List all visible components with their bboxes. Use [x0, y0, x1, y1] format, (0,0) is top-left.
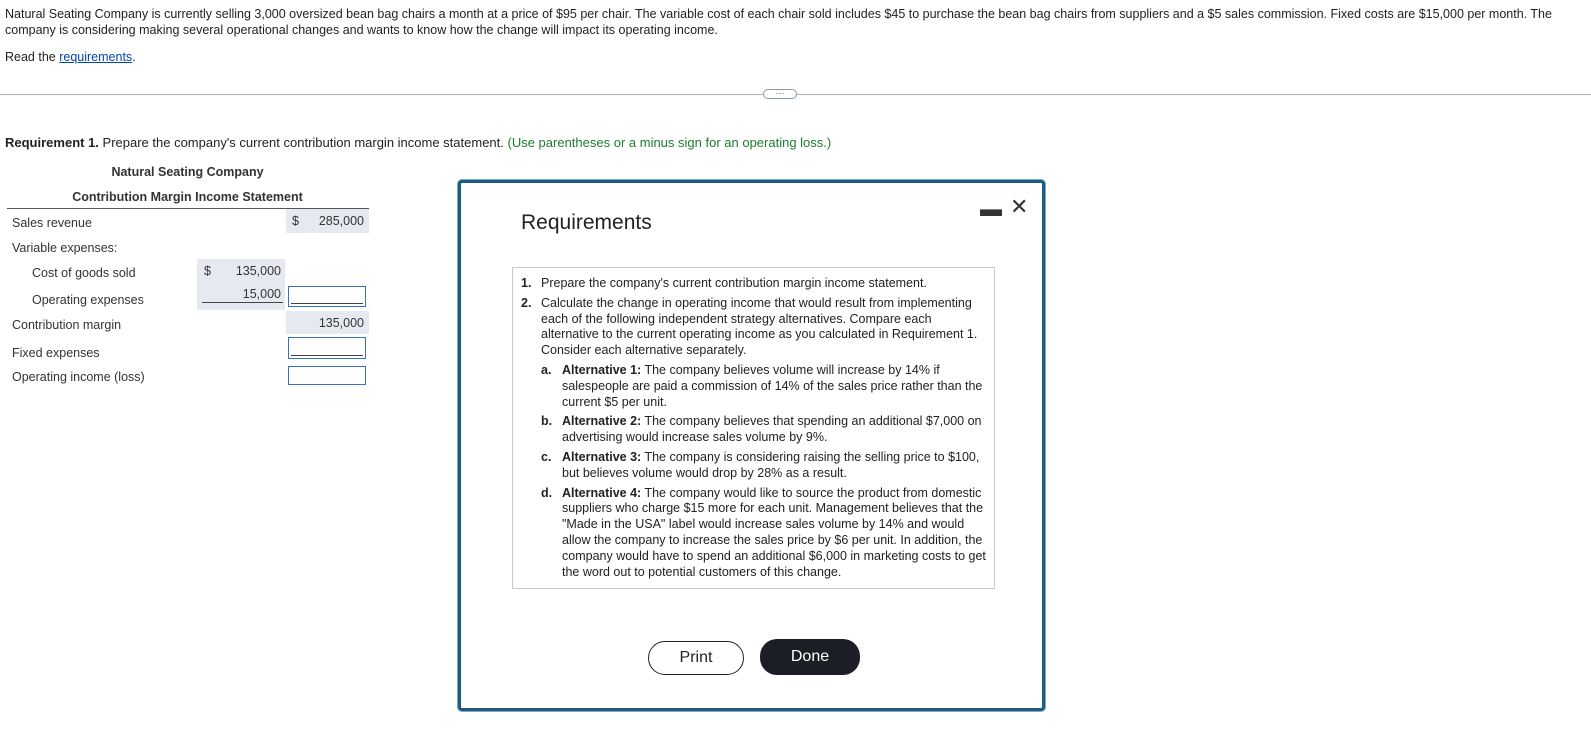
- close-icon[interactable]: ✕: [1010, 194, 1029, 219]
- statement-company-name: Natural Seating Company: [111, 165, 264, 179]
- alternative-item: [521, 486, 988, 581]
- operating-income-input[interactable]: [288, 366, 366, 385]
- alternative-marker: c.: [541, 449, 552, 464]
- expand-ellipsis-button[interactable]: ···: [763, 89, 797, 99]
- operating-expenses-underline: [202, 302, 283, 303]
- done-button[interactable]: Done: [760, 639, 860, 675]
- alternative-title: Alternative 4:: [562, 485, 642, 500]
- problem-statement: Natural Seating Company is currently selling 3,000 oversized bean bag chairs a month at a price of $95 per chair. The variable cost of each chair sold includes $45 to purchase the bean bag chairs from suppliers and a $5 sales commission. Fixed costs are $15,000 per month. The company is considering making several operational changes and wants to know how the change will impact its operating income.: [5, 7, 1552, 37]
- requirements-list: [512, 267, 995, 589]
- requirement-text: Prepare the company's current contribution margin income statement.: [541, 276, 927, 290]
- sales-revenue-dollar: $: [292, 214, 299, 228]
- alternative-text: The company would like to source the product from domestic suppliers who charge $15 more for each unit. Management believes that the "Made in the USA" label would increase sales volume by 14% and would allow the company to increase the sales price by $6 per unit. In addition, the company would have to spend an additional $6,000 in marketing costs to get the word out to potential customers of this change.: [562, 485, 986, 579]
- requirements-link[interactable]: requirements: [59, 50, 133, 64]
- requirement-marker: 2.: [521, 295, 532, 310]
- cogs-label: Cost of goods sold: [32, 266, 136, 280]
- minimize-icon[interactable]: ▬: [980, 196, 1002, 221]
- requirement-1-text: Prepare the company's current contribution margin income statement.: [98, 135, 508, 150]
- modal-title: Requirements: [521, 211, 652, 234]
- alternative-marker: a.: [541, 362, 552, 377]
- read-requirements-line: [5, 50, 136, 64]
- requirement-1-hint: (Use parentheses or a minus sign for an operating loss.): [507, 135, 832, 150]
- fixed-expenses-underline: [291, 355, 363, 356]
- alternative-text: The company believes that spending an additional $7,000 on advertising would increase sales volume by 9%.: [562, 414, 982, 445]
- operating-expenses-label: Operating expenses: [32, 293, 144, 307]
- alternative-title: Alternative 1:: [562, 362, 642, 377]
- operating-income-label: Operating income (loss): [12, 370, 145, 384]
- requirement-1-instruction: [5, 135, 831, 150]
- requirements-modal: [458, 180, 1045, 711]
- requirement-text: Calculate the change in operating income that would result from implementing each of the following independent strategy alternatives. Compare each alternative to the current operating income as you calculated in Requirement 1. Consider each alternative separately.: [541, 295, 978, 358]
- fixed-expenses-label: Fixed expenses: [12, 346, 100, 360]
- variable-expenses-label: Variable expenses:: [12, 241, 118, 255]
- contribution-margin-value: 135,000: [318, 316, 364, 330]
- operating-expenses-value: 15,000: [242, 287, 281, 301]
- requirement-marker: 1.: [521, 276, 532, 290]
- sales-revenue-label: Sales revenue: [12, 216, 92, 230]
- read-suffix: .: [132, 50, 136, 64]
- alternative-marker: b.: [541, 414, 553, 429]
- alternative-item: [521, 450, 988, 482]
- total-variable-underline: [291, 303, 363, 304]
- requirement-1-label: Requirement 1.: [5, 135, 99, 150]
- alternative-item: [521, 414, 988, 446]
- sales-revenue-value: 285,000: [318, 214, 364, 228]
- requirement-item: [521, 296, 988, 359]
- read-prefix: Read the: [5, 50, 60, 64]
- requirement-item: [521, 276, 988, 292]
- alternative-text: The company believes volume will increase by 14% if salespeople are paid a commission of 14% of the sales price rather than the current $5 per unit.: [562, 362, 983, 409]
- print-button[interactable]: Print: [648, 641, 744, 675]
- alternative-title: Alternative 3:: [562, 449, 642, 464]
- cogs-dollar: $: [204, 264, 211, 278]
- alternative-item: [521, 363, 988, 410]
- contribution-margin-label: Contribution margin: [12, 318, 122, 332]
- statement-title: Contribution Margin Income Statement: [72, 190, 303, 204]
- alternative-text: The company is considering raising the selling price to $100, but believes volume would drop by 28% as a result.: [562, 449, 980, 480]
- alternative-marker: d.: [541, 485, 553, 500]
- alternative-title: Alternative 2:: [562, 414, 642, 429]
- cogs-value: 135,000: [235, 264, 281, 278]
